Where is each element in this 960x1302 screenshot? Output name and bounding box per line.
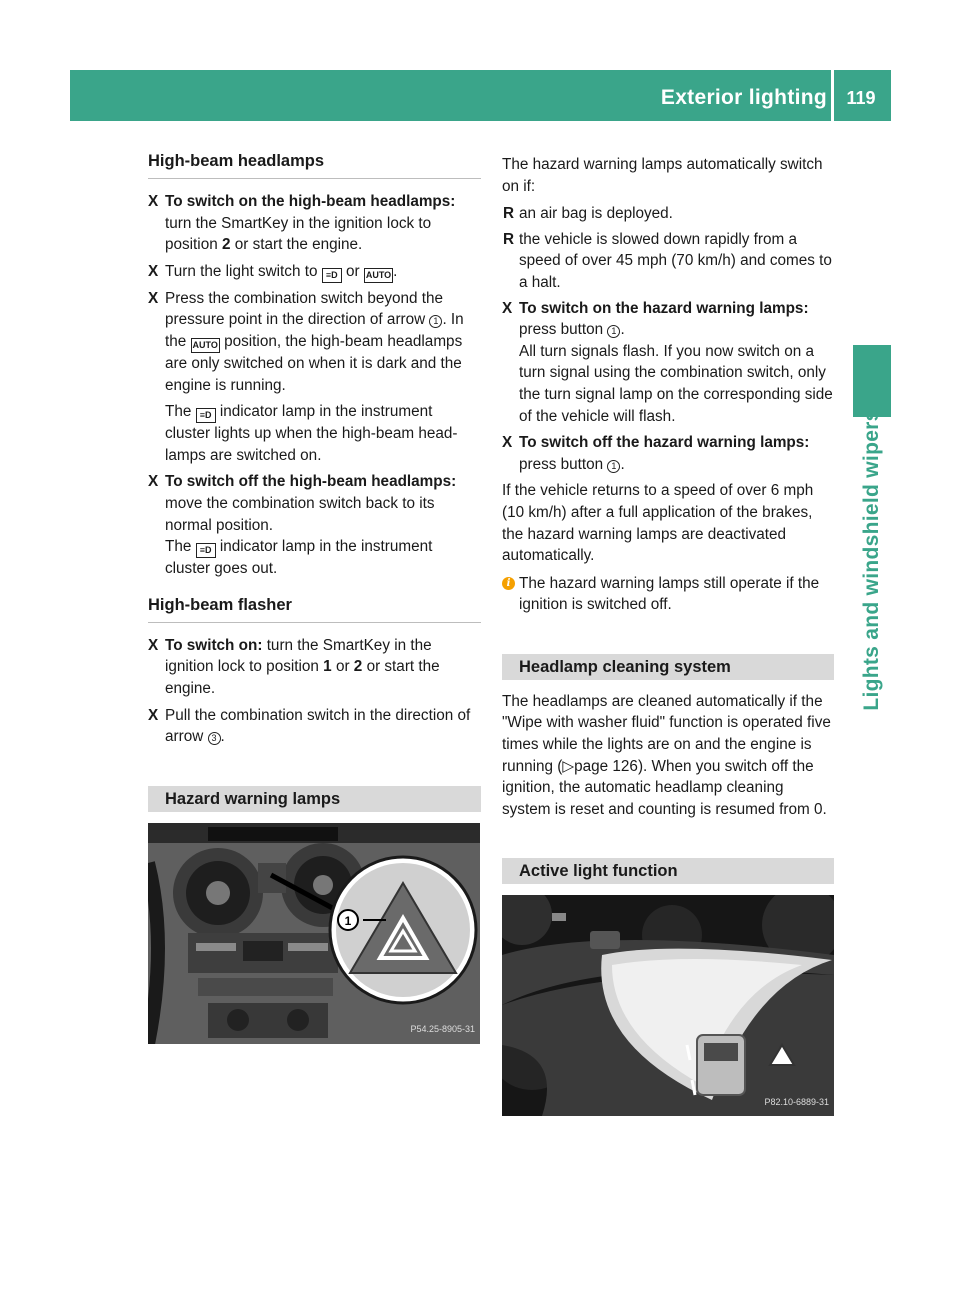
paragraph: If the vehicle returns to a speed of over 6 mph (10 km/h) after a full application of the brakes, the hazard warning lamps are deactivated automatically. <box>502 482 814 565</box>
action-marker: X <box>148 706 159 724</box>
right-column <box>502 154 834 1116</box>
info-note: i The hazard warning lamps still operate if the ignition is switched off. <box>502 573 834 616</box>
night-road-photo <box>502 895 834 1116</box>
action-marker: X <box>502 299 513 317</box>
page-number: 119 <box>846 88 876 108</box>
heading-high-beam-flasher: High-beam flasher <box>148 594 481 623</box>
page-ref-triangle-icon: ▷ <box>562 757 575 775</box>
high-beam-icon: ≡D <box>196 408 216 423</box>
figure-code: P54.25-8905-31 <box>410 1024 475 1035</box>
action-marker: X <box>148 636 159 654</box>
bullet-marker: R <box>503 205 515 223</box>
paragraph: The hazard warning lamps automatically switch on if: <box>502 156 823 195</box>
info-icon: i <box>502 577 515 590</box>
action-marker: X <box>148 193 159 210</box>
action-marker: X <box>148 262 159 280</box>
bullet-item: R an air bag is deployed. <box>502 203 834 225</box>
arrow-1-icon: 1 <box>429 315 442 328</box>
figure-code: P82.10-6889-31 <box>764 1096 829 1107</box>
action-marker: X <box>502 434 513 452</box>
instruction-item: X To switch off the hazard warning lamps: press button 1 . <box>502 434 810 473</box>
dashboard-photo <box>148 823 480 1044</box>
bullet-item: R the vehicle is slowed down rapidly from a speed of over 45 mph (70 km/h) and comes to a halt. <box>503 230 832 291</box>
chapter-label: Lights and windshield wipers <box>860 409 883 711</box>
paragraph: The headlamps are cleaned automatically if the "Wipe with washer fluid" function is operated five times while the lights are on and the engine is running (▷page 126). When you switch off the ignition, the automatic headlamp cleaning system is reset and counting is resumed from 0. <box>502 692 831 818</box>
heading-hazard-warning-lamps: Hazard warning lamps <box>148 786 481 812</box>
hazard-switch-figure <box>148 823 480 1044</box>
page-reference[interactable]: page 126 <box>574 757 638 775</box>
heading-headlamp-cleaning: Headlamp cleaning system <box>502 654 834 680</box>
instruction-item: X To switch on: turn the SmartKey in the ignition lock to position 1 or 2 or start the engine. <box>148 636 440 697</box>
instruction-item: X To switch on the high-beam headlamps: turn the SmartKey in the ignition lock to position 2 or start the engine. <box>148 193 456 254</box>
left-column <box>148 150 481 1044</box>
instruction-item: X To switch off the high-beam headlamps: move the combination switch back to its normal position. The ≡D indicator lamp in the instrument cluster goes out. <box>148 473 457 578</box>
heading-active-light: Active light function <box>502 858 834 884</box>
action-marker: X <box>148 473 159 491</box>
heading-high-beam-headlamps: High-beam headlamps <box>148 150 481 179</box>
instruction-item: X To switch on the hazard warning lamps: press button 1 . All turn signals flash. If you now switch on a turn signal using the combination switch, only the turn signal lamp on the corresponding side of the vehicle will flash. <box>502 299 833 425</box>
page-section-title: Exterior lighting <box>660 86 827 109</box>
header-divider <box>831 70 834 121</box>
low-beam-icon: ≡D <box>322 268 342 283</box>
high-beam-icon: ≡D <box>196 543 216 558</box>
button-1-icon: 1 <box>607 325 620 338</box>
instruction-item: X Press the combination switch beyond the pressure point in the direction of arrow 1 . In the AUTO position, the high-beam headlamps are only switched on when it is dark and the engine is running. The ≡D indicator lamp in the instrument cluster lights up when the high-beam headlamps are switched on. <box>148 289 464 464</box>
action-marker: X <box>148 289 159 307</box>
instruction-item: X Turn the light switch to ≡D or AUTO . <box>148 261 481 283</box>
active-light-figure <box>502 895 834 1116</box>
button-1-icon: 1 <box>607 460 620 473</box>
auto-light-icon: AUTO <box>191 338 220 353</box>
callout-1-label: 1 <box>344 913 352 928</box>
instruction-item: X Pull the combination switch in the direction of arrow 3 . <box>148 706 471 746</box>
chapter-tab <box>853 345 891 417</box>
auto-light-icon: AUTO <box>364 268 393 283</box>
arrow-3-icon: 3 <box>208 732 221 745</box>
bullet-marker: R <box>503 230 515 248</box>
